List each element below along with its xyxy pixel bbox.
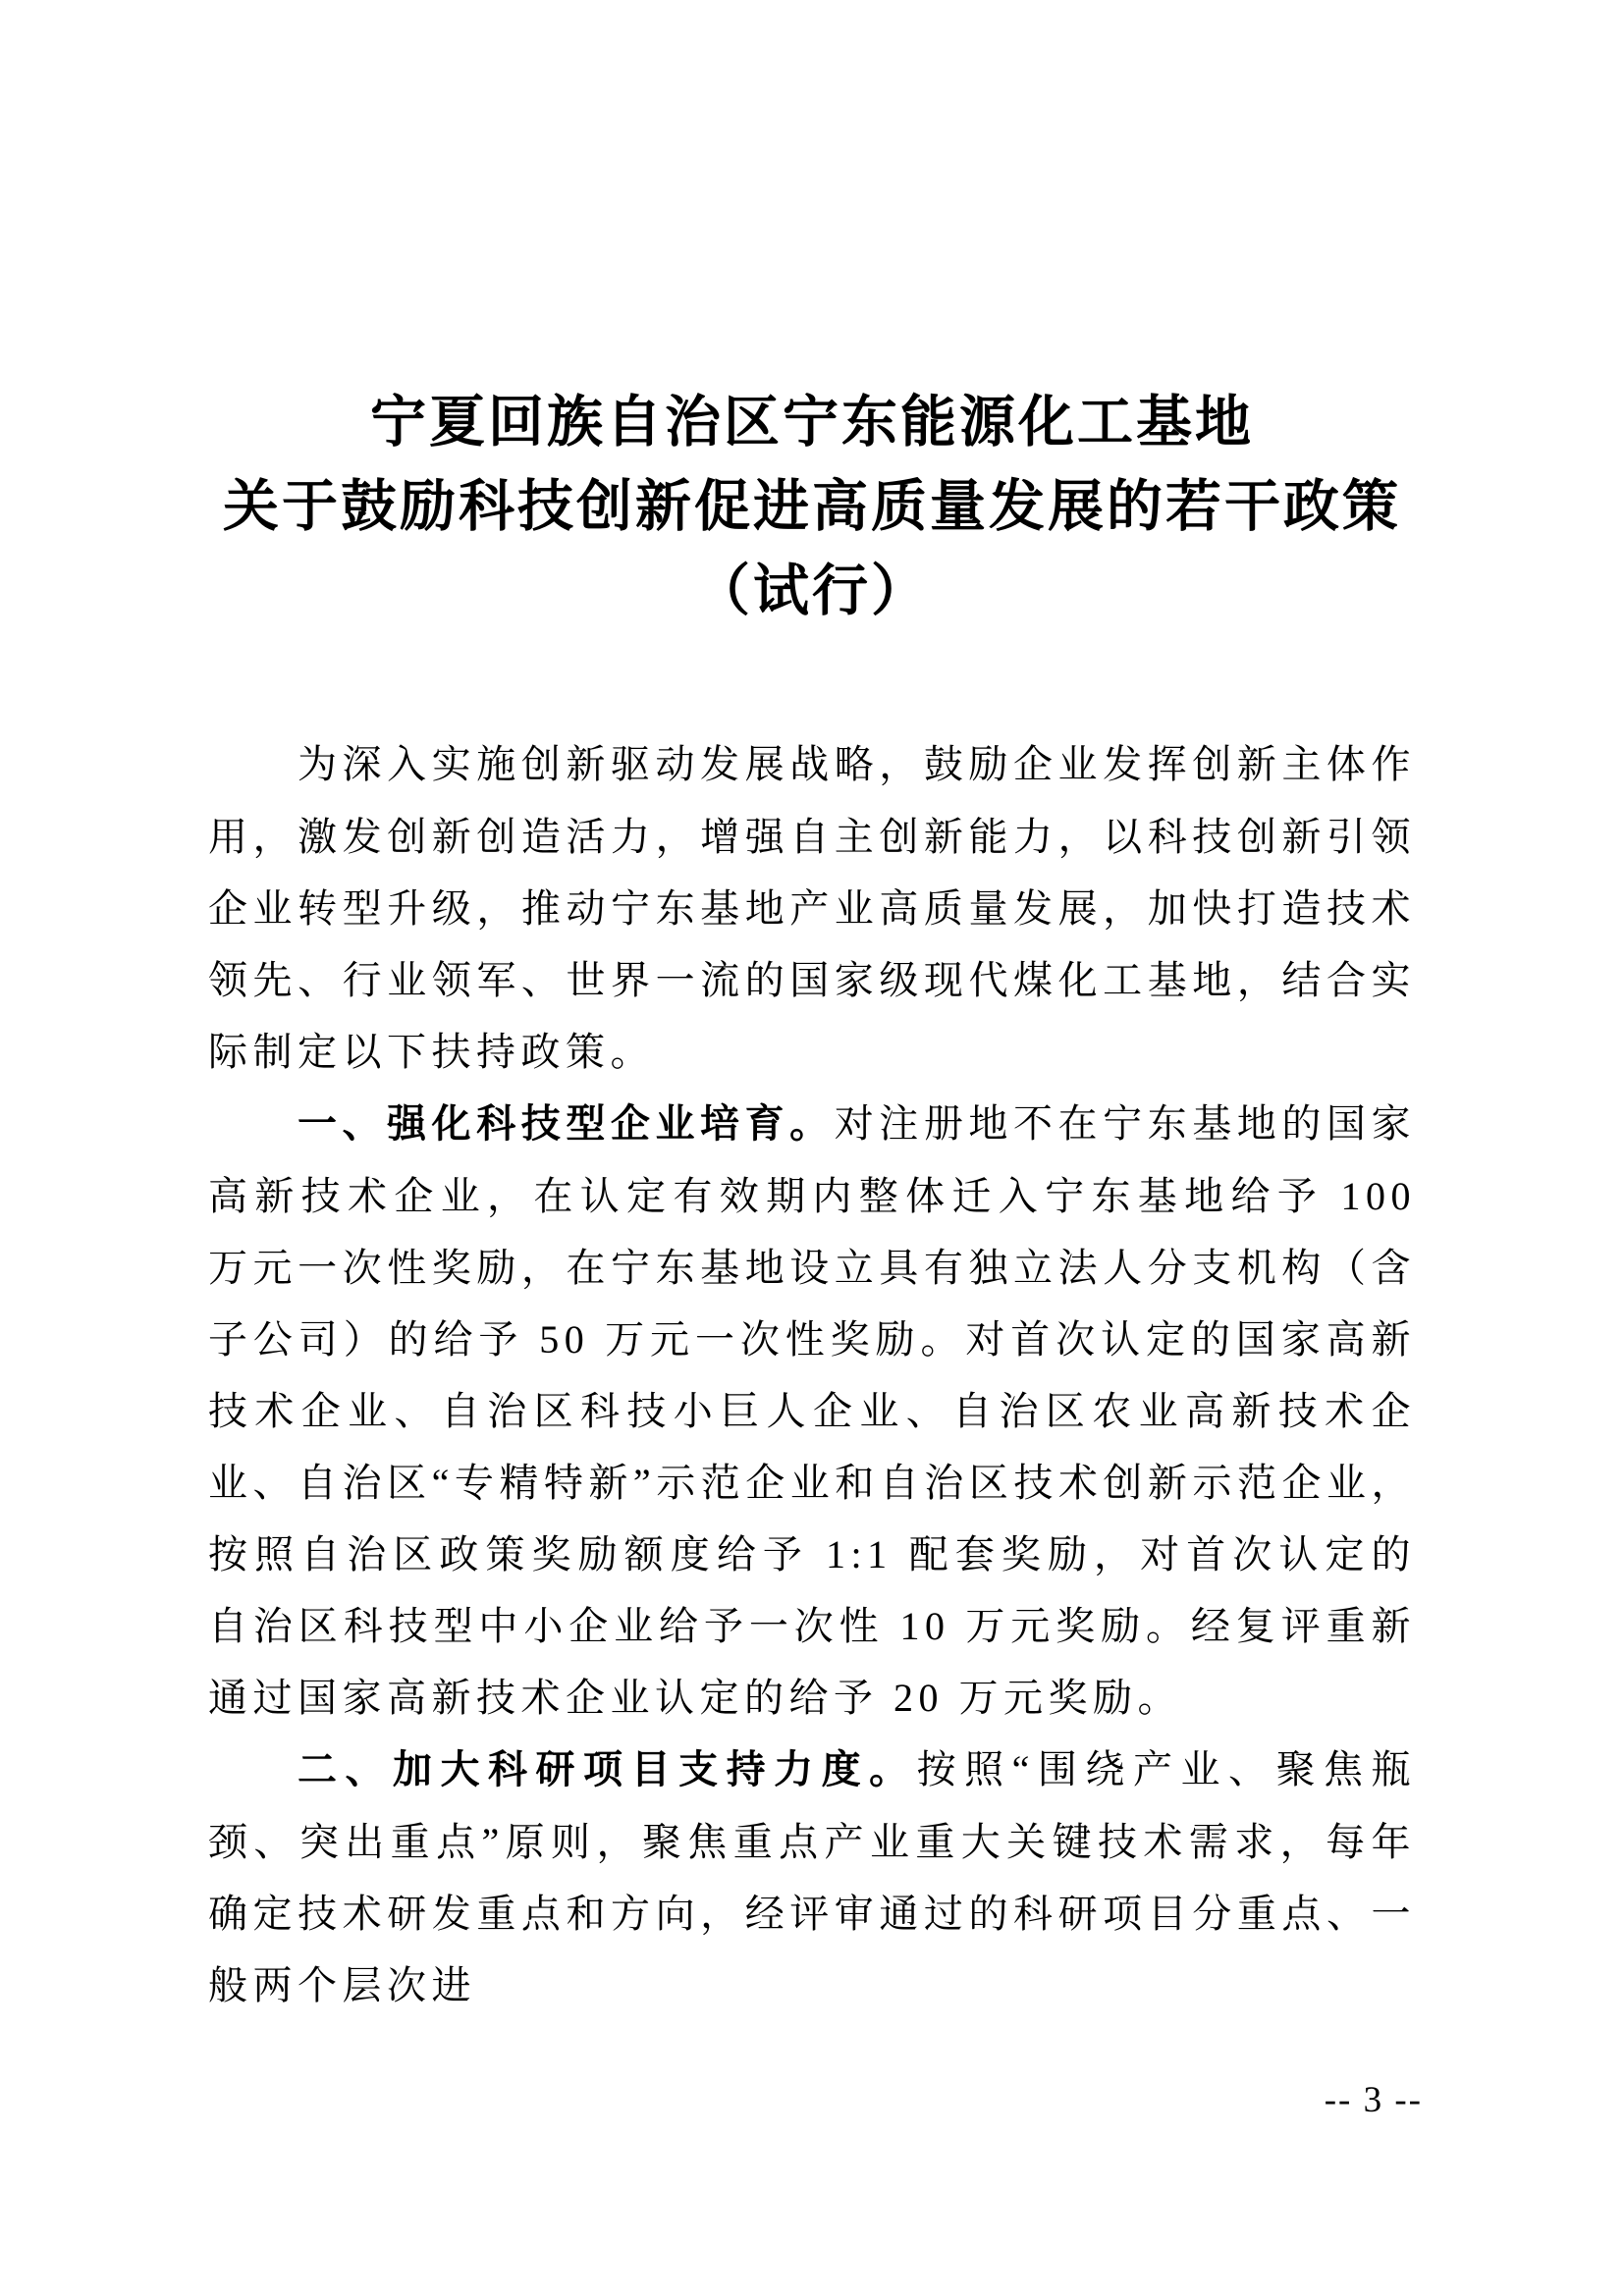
document-title bbox=[0, 381, 1624, 634]
paragraph bbox=[208, 728, 1416, 1088]
title-line-2: 关于鼓励科技创新促进高质量发展的若干政策 bbox=[223, 476, 1401, 538]
page-number: -- 3 -- bbox=[1324, 2080, 1423, 2120]
document-body bbox=[208, 728, 1416, 2021]
paragraph-text: 为深入实施创新驱动发展战略，鼓励企业发挥创新主体作用，激发创新创造活力，增强自主创新能力，以科技创新引领企业转型升级，推动宁东基地产业高质量发展，加快打造技术领先、行业领军、世界一流的国家级现代煤化工基地，结合实际制定以下扶持政策。 bbox=[208, 742, 1416, 1074]
paragraph-head: 二、加大科研项目支持力度。 bbox=[298, 1748, 917, 1791]
paragraph-text: 按照“围绕产业、聚焦瓶颈、突出重点”原则，聚焦重点产业重大关键技术需求，每年确定技术研发重点和方向，经评审通过的科研项目分重点、一般两个层次进 bbox=[208, 1747, 1416, 2007]
title-line-3: （试行） bbox=[694, 561, 930, 622]
paragraph-text: 对注册地不在宁东基地的国家高新技术企业，在认定有效期内整体迁入宁东基地给予 100 万元一次性奖励，在宁东基地设立具有独立法人分支机构（含子公司）的给予 50 万元一次性奖励。对首次认定的国家高新技术企业、自治区科技小巨人企业、自治区农业高新技术企业、自治区“专精特新”示范企业和自治区技术创新示范企业，按照自治区政策奖励额度给予 1:1 配套奖励，对首次认定的自治区科技型中小企业给予一次性 10 万元奖励。经复评重新通过国家高新技术企业认定的给予 20 万元奖励。 bbox=[208, 1101, 1416, 1720]
paragraph-head: 一、强化科技型企业培育。 bbox=[298, 1102, 835, 1146]
title-line-1: 宁夏回族自治区宁东能源化工基地 bbox=[370, 392, 1254, 454]
paragraph bbox=[208, 1734, 1416, 2021]
paragraph bbox=[208, 1088, 1416, 1734]
